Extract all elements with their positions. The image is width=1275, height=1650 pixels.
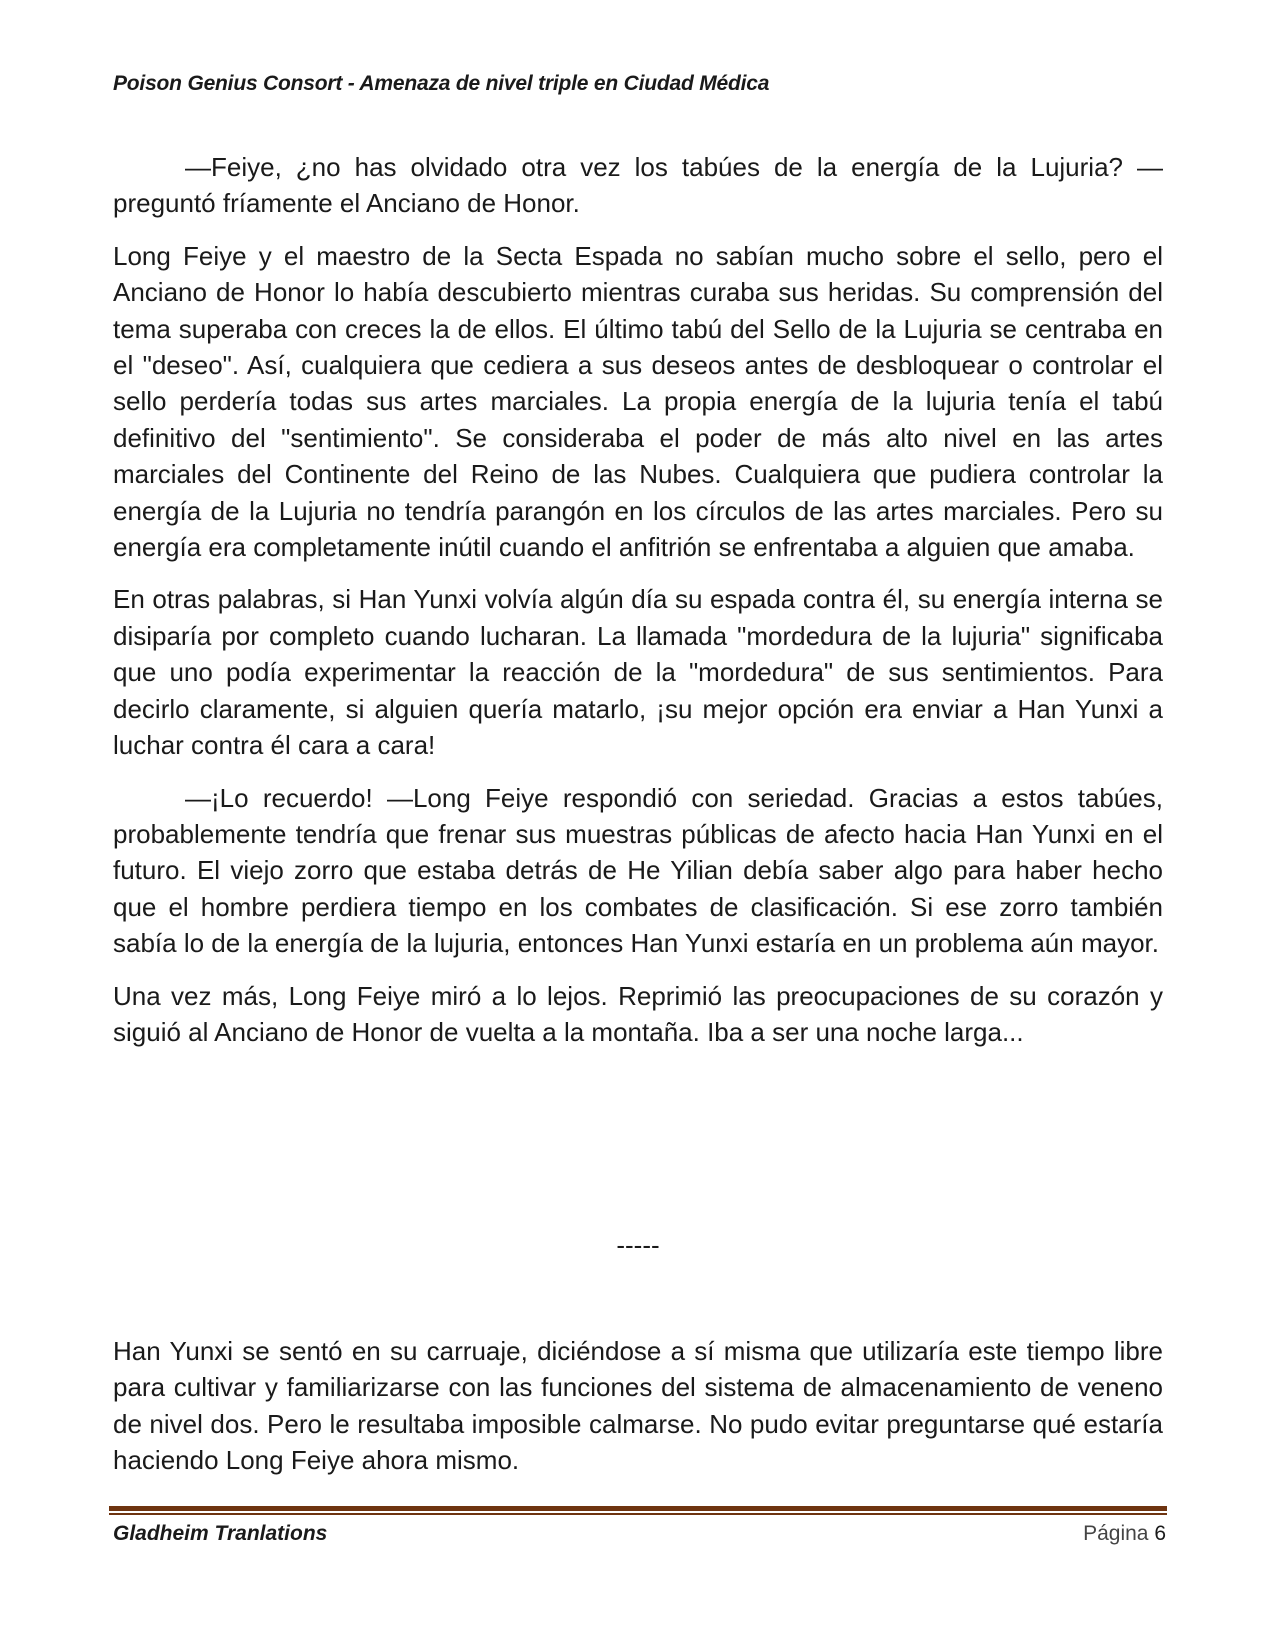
paragraph-6: Han Yunxi se sentó en su carruaje, diciéndose a sí misma que utilizaría este tiempo libre para cultivar y familiarizarse con las funciones del sistema de almacenamiento de veneno de nivel dos. Pero le resultaba imposible calmarse. No pudo evitar preguntarse qué estaría haciendo Long Feiye ahora mismo. [113, 1336, 1163, 1476]
paragraph-1: —Feiye, ¿no has olvidado otra vez los tabúes de la energía de la Lujuria? —preguntó fríamente el Anciano de Honor. [113, 152, 1163, 219]
page-label: Página [1083, 1522, 1149, 1545]
paragraph-2: Long Feiye y el maestro de la Secta Espada no sabían mucho sobre el sello, pero el Anciano de Honor lo había descubierto mientras curaba sus heridas. Su comprensión del tema superaba con creces la de ellos. El último tabú del Sello de la Lujuria se centraba en el "deseo". Así, cualquiera que cediera a sus deseos antes de desbloquear o controlar el sello perdería todas sus artes marciales. La propia energía de la lujuria tenía el tabú definitivo del "sentimiento". Se consideraba el poder de más alto nivel en las artes marciales del Continente del Reino de las Nubes. Cualquiera que pudiera controlar la energía de la Lujuria no tendría parangón en los círculos de las artes marciales. Pero su energía era completamente inútil cuando el anfitrión se enfrentaba a alguien que amaba. [113, 240, 1163, 563]
footer-divider [109, 1506, 1167, 1515]
page-number: 6 [1154, 1522, 1166, 1545]
closing-text [113, 1333, 1163, 1495]
section-separator: ----- [616, 1230, 660, 1260]
paragraph-3: En otras palabras, si Han Yunxi volvía algún día su espada contra él, su energía interna se disiparía por completo cuando lucharan. La llamada "mordedura de la lujuria" significaba que uno podía experimentar la reacción de la "mordedura" de sus sentimientos. Para decirlo claramente, si alguien quería matarlo, ¡su mejor opción era enviar a Han Yunxi a luchar contra él cara a cara! [113, 584, 1163, 761]
paragraph-4: —¡Lo recuerdo! —Long Feiye respondió con seriedad. Gracias a estos tabúes, probablemente tendría que frenar sus muestras públicas de afecto hacia Han Yunxi en el futuro. El viejo zorro que estaba detrás de He Yilian debía saber algo para haber hecho que el hombre perdiera tiempo en los combates de clasificación. Si ese zorro también sabía lo de la energía de la lujuria, entonces Han Yunxi estaría en un problema aún mayor. [113, 782, 1163, 959]
footer-page-indicator [1083, 1522, 1166, 1546]
page-header-title: Poison Genius Consort - Amenaza de nivel triple en Ciudad Médica [113, 72, 770, 95]
footer-publisher: Gladheim Tranlations [113, 1522, 328, 1545]
body-text [113, 149, 1163, 1066]
footer-divider-thick [109, 1506, 1167, 1511]
footer-divider-thin [109, 1513, 1167, 1515]
paragraph-5: Una vez más, Long Feiye miró a lo lejos. Reprimió las preocupaciones de su corazón y siguió al Anciano de Honor de vuelta a la montaña. Iba a ser una noche larga... [113, 980, 1163, 1047]
